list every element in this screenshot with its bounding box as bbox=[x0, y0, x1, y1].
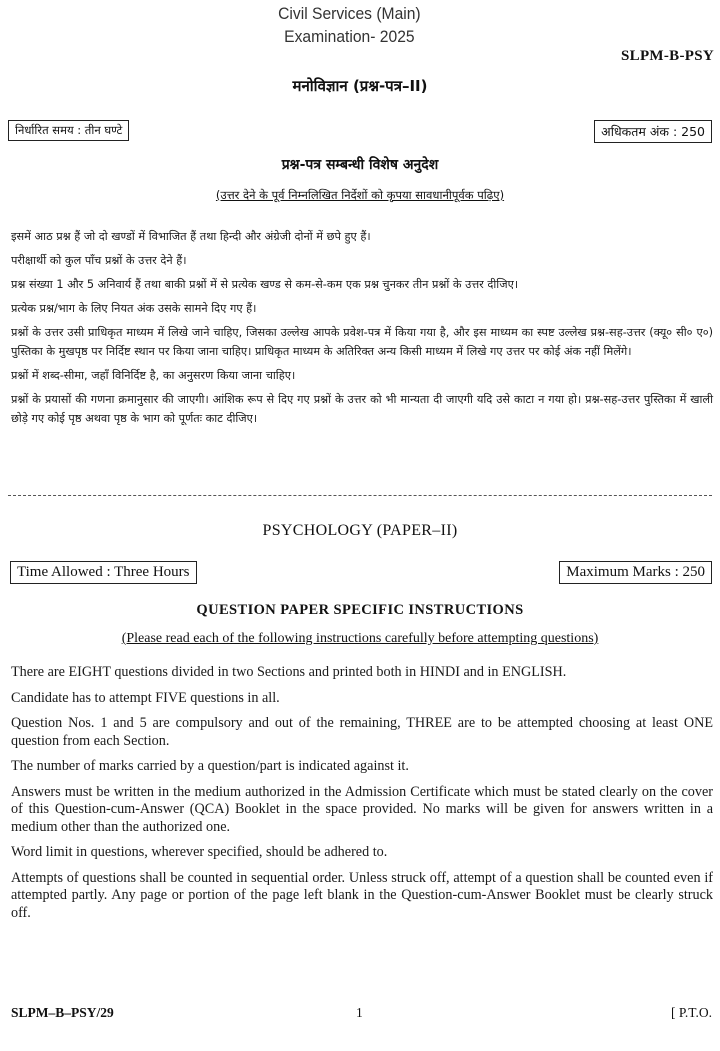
handwritten-line-2: Examination- 2025 bbox=[284, 27, 415, 46]
hindi-time-box: निर्धारित समय : तीन घण्टे bbox=[8, 120, 129, 141]
english-instruction-2: Candidate has to attempt FIVE questions in all. bbox=[11, 689, 280, 706]
english-instruction-3: Question Nos. 1 and 5 are compulsory and out of the remaining, THREE are to be attempted choosing at least ONE question from each Section. bbox=[11, 715, 713, 749]
hindi-instruction-4: प्रत्येक प्रश्न/भाग के लिए नियत अंक उसके सामने दिए गए हैं। bbox=[11, 302, 257, 315]
english-time-box: Time Allowed : Three Hours bbox=[10, 561, 197, 584]
page-number: 1 bbox=[356, 1005, 363, 1020]
english-instruction-4: The number of marks carried by a question/part is indicated against it. bbox=[11, 758, 409, 774]
hindi-instruction-3: प्रश्न संख्या 1 और 5 अनिवार्य हैं तथा बाकी प्रश्नों में से प्रत्येक खण्ड से कम-से-कम एक प्रश्न चुनकर तीन प्रश्नों के उत्तर दीजिए। bbox=[11, 278, 519, 291]
hindi-instruction-5: प्रश्नों के उत्तर उसी प्राधिकृत माध्यम में लिखे जाने चाहिए, जिसका उल्लेख आपके प्रवेश-पत्र में किया गया है, और इस माध्यम का स्पष्ट उल्लेख प्रश्न-सह-उत्तर (क्यू० सी० ए०) पुस्तिका के मुखपृष्ठ पर निर्दिष्ट स्थान पर किया जाना चाहिए। प्राधिकृत माध्यम के अतिरिक्त अन्य किसी माध्यम में लिखे गए उत्तर पर कोई अंक नहीं मिलेंगे। bbox=[11, 326, 713, 358]
english-instruction-5: Answers must be written in the medium authorized in the Admission Certificate which must be stated clearly on the cover of this Question-cum-Answer (QCA) Booklet in the space provided. No marks will be given for answers written in a medium other than the authorized one. bbox=[11, 783, 713, 835]
pto-label: [ P.T.O. bbox=[670, 1005, 712, 1020]
hindi-instructions-heading: प्रश्न-पत्र सम्बन्धी विशेष अनुदेश bbox=[281, 157, 439, 173]
hindi-title: मनोविज्ञान (प्रश्न-पत्र–II) bbox=[292, 77, 428, 95]
hindi-instruction-1: इसमें आठ प्रश्न हैं जो दो खण्डों में विभाजित हैं तथा हिन्दी और अंग्रेजी दोनों में छपे हुए हैं। bbox=[11, 230, 371, 243]
english-instruction-7: Attempts of questions shall be counted in sequential order. Unless struck off, attempt of a question shall be counted even if attempted partly. Any page or portion of the page left blank in the Question-cum-Answer Booklet must be clearly struck off. bbox=[11, 869, 713, 921]
english-marks-box: Maximum Marks : 250 bbox=[559, 561, 712, 584]
paper-code: SLPM-B-PSY bbox=[621, 48, 714, 64]
hindi-instructions-subheading: (उत्तर देने के पूर्व निम्नलिखित निर्देशों को कृपया सावधानीपूर्वक पढ़िए) bbox=[215, 188, 505, 202]
hindi-instruction-6: प्रश्नों में शब्द-सीमा, जहाँ विनिर्दिष्ट है, का अनुसरण किया जाना चाहिए। bbox=[11, 369, 296, 382]
english-title: PSYCHOLOGY (PAPER–II) bbox=[262, 522, 458, 539]
hindi-instructions-list bbox=[11, 227, 713, 428]
english-instructions-heading: QUESTION PAPER SPECIFIC INSTRUCTIONS bbox=[196, 602, 524, 618]
handwritten-exam-title bbox=[262, 2, 437, 48]
hindi-instruction-7: प्रश्नों के प्रयासों की गणना क्रमानुसार की जाएगी। आंशिक रूप से दिए गए प्रश्नों के उत्तर को भी मान्यता दी जाएगी यदि उसे काटा न गया हो। प्रश्न-सह-उत्तर पुस्तिका में खाली छोड़े गए कोई पृष्ठ अथवा पृष्ठ के भाग को पूर्णतः काट दीजिए। bbox=[11, 393, 713, 425]
english-instructions-subheading: (Please read each of the following instructions carefully before attempting questions) bbox=[121, 631, 599, 646]
hindi-instruction-2: परीक्षार्थी को कुल पाँच प्रश्नों के उत्तर देने हैं। bbox=[11, 254, 187, 267]
section-divider bbox=[8, 495, 712, 496]
english-instruction-1: There are EIGHT questions divided in two Sections and printed both in HINDI and in ENGLISH. bbox=[11, 664, 567, 680]
footer-code: SLPM–B–PSY/29 bbox=[11, 1005, 114, 1020]
handwritten-line-1: Civil Services (Main) bbox=[278, 4, 421, 23]
hindi-marks-box: अधिकतम अंक : 250 bbox=[594, 120, 712, 143]
english-instructions-list bbox=[11, 664, 713, 922]
english-instruction-6: Word limit in questions, wherever specified, should be adhered to. bbox=[11, 844, 388, 860]
